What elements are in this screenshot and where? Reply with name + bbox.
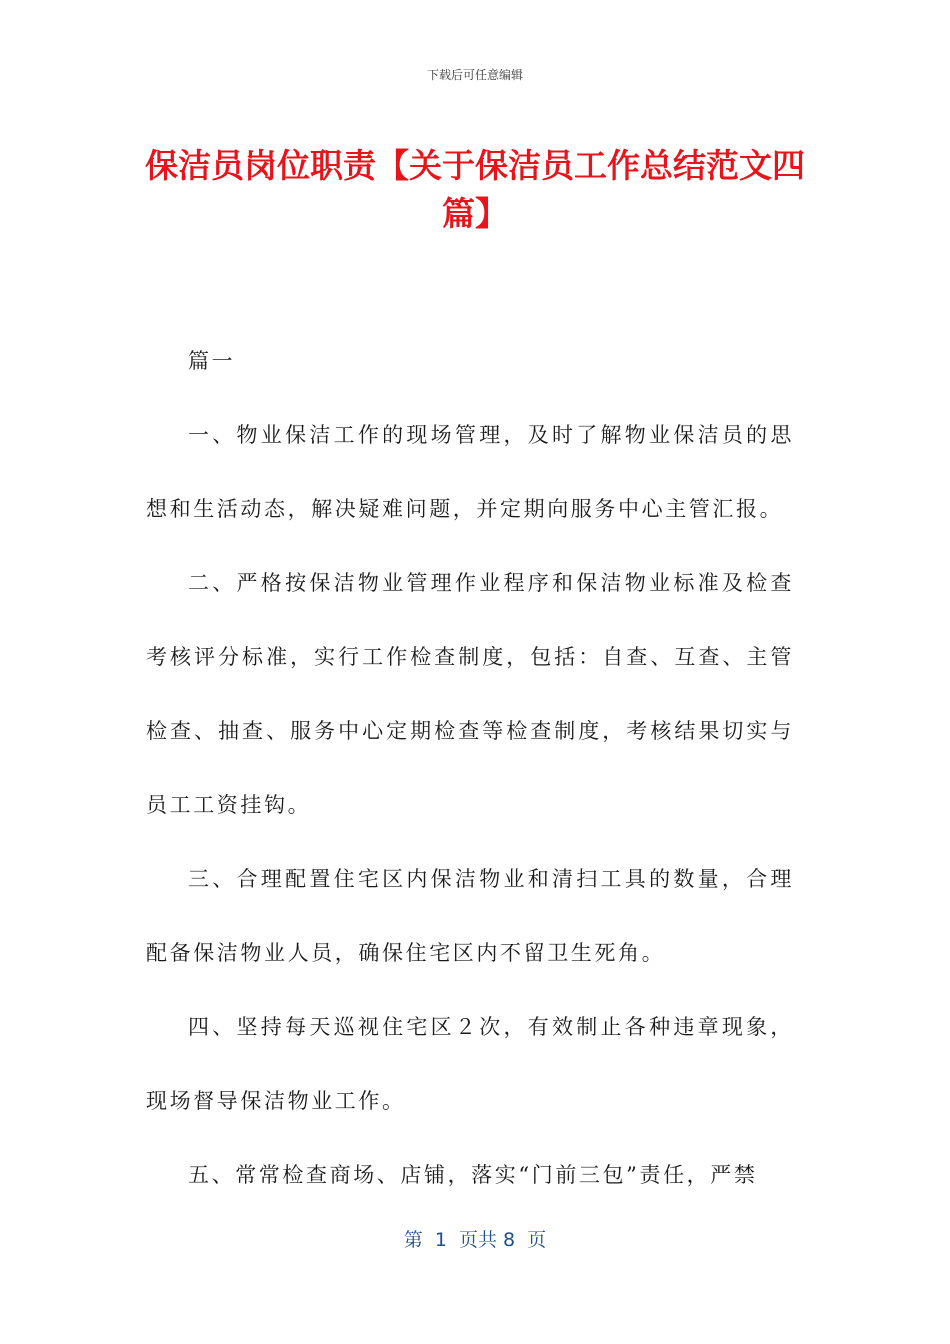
document-title: 保洁员岗位职责【关于保洁员工作总结范文四篇】 (145, 146, 805, 233)
paragraph: 五、常常检查商场、店铺，落实“门前三包”责任，严禁 (188, 1163, 758, 1187)
paragraph: 三、合理配置住宅区内保洁物业和清扫工具的数量，合理配备保洁物业人员，确保住宅区内不留卫生死角。 (146, 867, 794, 965)
page-number-footer: 第 1 页共 8 页 (403, 1229, 547, 1251)
section-heading: 篇一 (188, 349, 236, 373)
paragraph: 四、坚持每天巡视住宅区２次，有效制止各种违章现象，现场督导保洁物业工作。 (146, 1015, 794, 1113)
paragraph: 一、物业保洁工作的现场管理，及时了解物业保洁员的思想和生活动态，解决疑难问题，并定期向服务中心主管汇报。 (146, 423, 794, 521)
document-body (146, 324, 794, 1212)
header-note: 下载后可任意编辑 (426, 68, 523, 82)
paragraph: 二、严格按保洁物业管理作业程序和保洁物业标准及检查考核评分标准，实行工作检查制度，包括：自查、互查、主管检查、抽查、服务中心定期检查等检查制度，考核结果切实与员工工资挂钩。 (146, 571, 794, 817)
